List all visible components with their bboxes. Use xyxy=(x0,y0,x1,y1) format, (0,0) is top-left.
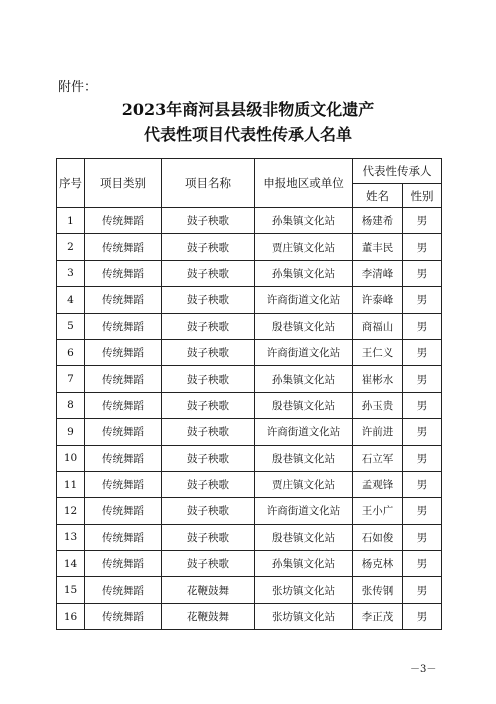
cell-gender: 男 xyxy=(403,419,442,445)
header-category: 项目类别 xyxy=(85,159,162,208)
cell-name: 杨建希 xyxy=(353,208,403,234)
header-unit: 申报地区或单位 xyxy=(255,159,353,208)
cell-project: 鼓子秧歌 xyxy=(162,498,255,524)
table-header-row xyxy=(57,159,442,184)
cell-name: 许泰峰 xyxy=(353,287,403,313)
cell-project: 鼓子秧歌 xyxy=(162,551,255,577)
cell-gender: 男 xyxy=(403,366,442,392)
cell-project: 鼓子秧歌 xyxy=(162,313,255,339)
cell-project: 鼓子秧歌 xyxy=(162,339,255,365)
cell-index: 3 xyxy=(57,260,85,286)
cell-category: 传统舞蹈 xyxy=(85,287,162,313)
cell-name: 王小广 xyxy=(353,498,403,524)
cell-unit: 许商街道文化站 xyxy=(255,498,353,524)
table-row xyxy=(57,498,442,524)
cell-category: 传统舞蹈 xyxy=(85,524,162,550)
cell-name: 张传钢 xyxy=(353,577,403,603)
document-title-line1: 2023年商河县县级非物质文化遗产 xyxy=(121,100,375,119)
cell-gender: 男 xyxy=(403,603,442,629)
cell-category: 传统舞蹈 xyxy=(85,471,162,497)
cell-gender: 男 xyxy=(403,234,442,260)
cell-project: 鼓子秧歌 xyxy=(162,208,255,234)
cell-gender: 男 xyxy=(403,524,442,550)
cell-project: 鼓子秧歌 xyxy=(162,234,255,260)
cell-category: 传统舞蹈 xyxy=(85,339,162,365)
cell-gender: 男 xyxy=(403,313,442,339)
document-title-line2: 代表性项目代表性传承人名单 xyxy=(143,125,352,144)
cell-unit: 殷巷镇文化站 xyxy=(255,313,353,339)
cell-name: 李清峰 xyxy=(353,260,403,286)
cell-category: 传统舞蹈 xyxy=(85,551,162,577)
table-row xyxy=(57,392,442,418)
cell-gender: 男 xyxy=(403,287,442,313)
cell-index: 5 xyxy=(57,313,85,339)
cell-name: 李正茂 xyxy=(353,603,403,629)
cell-category: 传统舞蹈 xyxy=(85,366,162,392)
cell-name: 王仁义 xyxy=(353,339,403,365)
cell-unit: 贾庄镇文化站 xyxy=(255,234,353,260)
table-row xyxy=(57,339,442,365)
cell-name: 商福山 xyxy=(353,313,403,339)
cell-gender: 男 xyxy=(403,260,442,286)
cell-name: 许前进 xyxy=(353,419,403,445)
cell-project: 鼓子秧歌 xyxy=(162,287,255,313)
table-row xyxy=(57,313,442,339)
cell-category: 传统舞蹈 xyxy=(85,260,162,286)
cell-unit: 殷巷镇文化站 xyxy=(255,524,353,550)
cell-unit: 许商街道文化站 xyxy=(255,339,353,365)
table-row xyxy=(57,524,442,550)
cell-category: 传统舞蹈 xyxy=(85,577,162,603)
cell-project: 鼓子秧歌 xyxy=(162,392,255,418)
table-row xyxy=(57,287,442,313)
cell-name: 孟观锋 xyxy=(353,471,403,497)
cell-index: 6 xyxy=(57,339,85,365)
header-name: 姓名 xyxy=(353,184,403,208)
cell-index: 9 xyxy=(57,419,85,445)
cell-project: 鼓子秧歌 xyxy=(162,366,255,392)
cell-category: 传统舞蹈 xyxy=(85,603,162,629)
cell-project: 花鞭鼓舞 xyxy=(162,603,255,629)
cell-unit: 孙集镇文化站 xyxy=(255,551,353,577)
table-row xyxy=(57,208,442,234)
cell-unit: 殷巷镇文化站 xyxy=(255,392,353,418)
table-row xyxy=(57,260,442,286)
cell-unit: 贾庄镇文化站 xyxy=(255,471,353,497)
header-gender: 性别 xyxy=(403,184,442,208)
cell-gender: 男 xyxy=(403,471,442,497)
cell-index: 4 xyxy=(57,287,85,313)
cell-index: 15 xyxy=(57,577,85,603)
table-row xyxy=(57,577,442,603)
cell-name: 石立军 xyxy=(353,445,403,471)
table-row xyxy=(57,603,442,629)
table-row xyxy=(57,551,442,577)
cell-index: 11 xyxy=(57,471,85,497)
cell-category: 传统舞蹈 xyxy=(85,208,162,234)
cell-project: 鼓子秧歌 xyxy=(162,471,255,497)
cell-category: 传统舞蹈 xyxy=(85,445,162,471)
cell-unit: 许商街道文化站 xyxy=(255,287,353,313)
cell-index: 7 xyxy=(57,366,85,392)
table-body xyxy=(57,208,442,630)
cell-project: 鼓子秧歌 xyxy=(162,445,255,471)
cell-index: 13 xyxy=(57,524,85,550)
cell-index: 1 xyxy=(57,208,85,234)
cell-name: 董丰民 xyxy=(353,234,403,260)
cell-unit: 孙集镇文化站 xyxy=(255,208,353,234)
cell-index: 10 xyxy=(57,445,85,471)
cell-index: 16 xyxy=(57,603,85,629)
cell-index: 2 xyxy=(57,234,85,260)
cell-name: 杨克林 xyxy=(353,551,403,577)
cell-gender: 男 xyxy=(403,208,442,234)
cell-name: 崔彬水 xyxy=(353,366,403,392)
cell-index: 8 xyxy=(57,392,85,418)
cell-index: 14 xyxy=(57,551,85,577)
cell-name: 孙玉贵 xyxy=(353,392,403,418)
cell-category: 传统舞蹈 xyxy=(85,313,162,339)
cell-gender: 男 xyxy=(403,339,442,365)
cell-project: 鼓子秧歌 xyxy=(162,419,255,445)
cell-category: 传统舞蹈 xyxy=(85,392,162,418)
cell-gender: 男 xyxy=(403,551,442,577)
cell-category: 传统舞蹈 xyxy=(85,419,162,445)
cell-project: 鼓子秧歌 xyxy=(162,260,255,286)
table-row xyxy=(57,366,442,392)
header-inheritor-group: 代表性传承人 xyxy=(353,159,442,184)
cell-unit: 孙集镇文化站 xyxy=(255,260,353,286)
attachment-label: 附件： xyxy=(58,80,98,95)
cell-project: 花鞭鼓舞 xyxy=(162,577,255,603)
cell-category: 传统舞蹈 xyxy=(85,498,162,524)
table-row xyxy=(57,419,442,445)
header-project: 项目名称 xyxy=(162,159,255,208)
cell-unit: 孙集镇文化站 xyxy=(255,366,353,392)
cell-unit: 张坊镇文化站 xyxy=(255,577,353,603)
cell-category: 传统舞蹈 xyxy=(85,234,162,260)
header-index: 序号 xyxy=(57,159,85,208)
cell-gender: 男 xyxy=(403,445,442,471)
cell-name: 石如俊 xyxy=(353,524,403,550)
cell-gender: 男 xyxy=(403,498,442,524)
cell-project: 鼓子秧歌 xyxy=(162,524,255,550)
cell-index: 12 xyxy=(57,498,85,524)
table-row xyxy=(57,445,442,471)
cell-unit: 许商街道文化站 xyxy=(255,419,353,445)
table-row xyxy=(57,471,442,497)
inheritor-table xyxy=(56,158,442,630)
cell-gender: 男 xyxy=(403,392,442,418)
cell-unit: 张坊镇文化站 xyxy=(255,603,353,629)
cell-unit: 殷巷镇文化站 xyxy=(255,445,353,471)
table-row xyxy=(57,234,442,260)
page-number: －3－ xyxy=(410,664,437,675)
cell-gender: 男 xyxy=(403,577,442,603)
